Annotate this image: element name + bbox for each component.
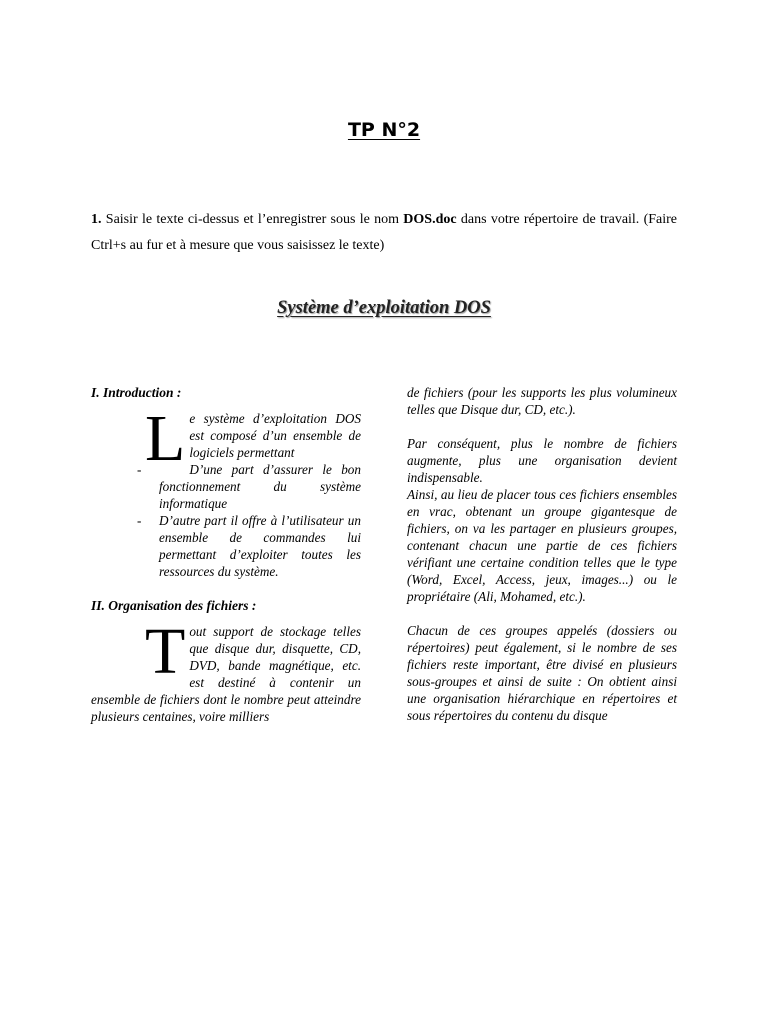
paragraph: Ainsi, au lieu de placer tous ces fichiers ensembles en vrac, obtenant un groupe gigantesque de fichiers, on va les partager en plusieurs groupes, contenant chacun une partie de ces fichiers vérifiant une certaine condition telles que le type (Word, Excel, Access, jeux, images...) ou le propriétaire (Ali, Mohamed, etc.). [407, 487, 677, 604]
instruction-paragraph [91, 207, 677, 259]
bullet-text: D’autre part il offre à l’utilisateur un ensemble de commandes lui permettant d’exploiter toutes les ressources du système. [159, 513, 361, 579]
left-column [91, 384, 361, 725]
introduction-bullet-list [91, 461, 361, 580]
organisation-paragraph [91, 615, 361, 725]
document-subtitle: Système d’exploitation DOS [277, 298, 491, 318]
dropcap-letter: T [145, 615, 186, 688]
instruction-filename: DOS.doc [403, 212, 457, 227]
instruction-text-after: dans votre répertoire de travail. (Faire Ctrl+s au fur et à mesure que vous saisissez le texte) [91, 212, 678, 253]
dropcap-letter: L [145, 402, 186, 475]
organisation-text: out support de stockage telles que disque dur, disquette, CD, DVD, bande magnétique, etc. est destiné à contenir un ensemble de fichiers dont le nombre peut atteindre plusieurs centaines, voire milliers [91, 624, 361, 724]
bullet-dash: - [137, 513, 142, 528]
paragraph: Chacun de ces groupes appelés (dossiers ou répertoires) peut également, si le nombre de ses fichiers reste important, être divisé en plusieurs sous-groupes et ainsi de suite : On obtient ainsi une organisation hiérarchique en répertoires et sous répertoires du contenu du disque [407, 623, 677, 723]
instruction-text-before: Saisir le texte ci-dessus et l’enregistrer sous le nom [105, 212, 399, 227]
introduction-paragraph [91, 402, 361, 475]
list-item [137, 461, 361, 512]
page-title: TP N°2 [347, 119, 421, 141]
paragraph: de fichiers (pour les supports les plus volumineux telles que Disque dur, CD, etc.). [407, 385, 677, 417]
paragraph: Par conséquent, plus le nombre de fichiers augmente, plus une organisation devient indispensable. [407, 436, 677, 485]
introduction-text: e système d’exploitation DOS est composé d’un ensemble de logiciels permettant [189, 411, 361, 460]
bullet-text: D’une part d’assurer le bon fonctionnement du système informatique [159, 462, 361, 511]
right-column [407, 384, 677, 724]
list-item [137, 512, 361, 580]
section-heading-introduction: I. Introduction : [91, 385, 182, 400]
bullet-dash: - [137, 462, 142, 477]
section-heading-organisation: II. Organisation des fichiers : [91, 598, 257, 613]
instruction-number: 1. [91, 212, 102, 227]
